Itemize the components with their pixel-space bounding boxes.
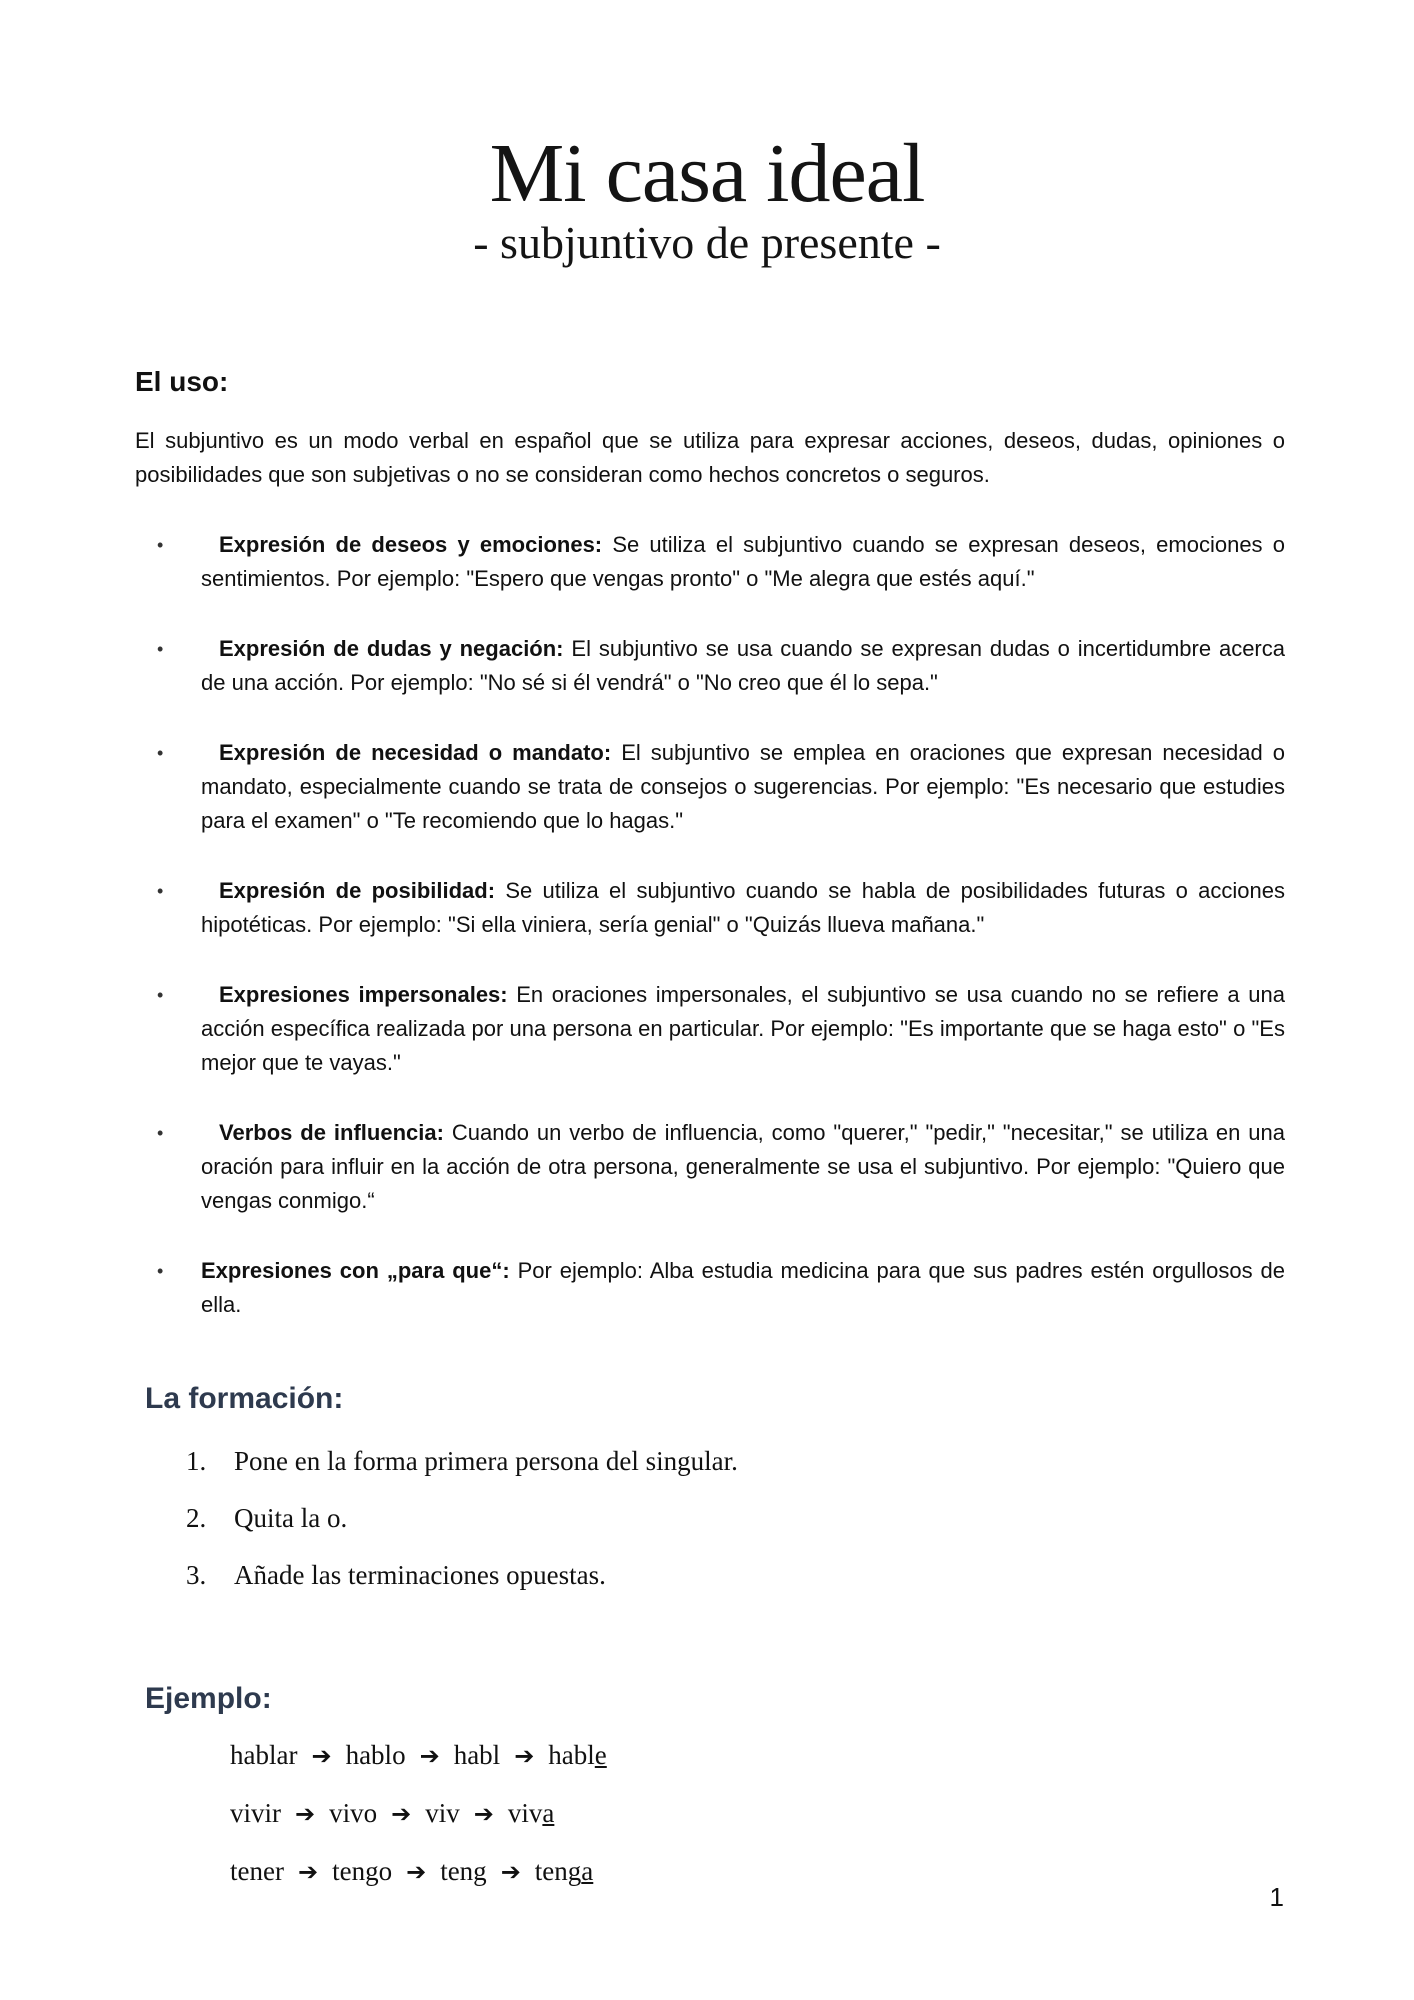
formacion-steps-list bbox=[186, 1444, 738, 1615]
bullet-dot-icon: • bbox=[157, 743, 164, 763]
bullet-term: Expresión de necesidad o mandato: bbox=[219, 740, 612, 765]
arrow-right-icon: ➔ bbox=[295, 1800, 316, 1828]
yo-form: hablo bbox=[345, 1740, 406, 1770]
bullet-item bbox=[135, 874, 1285, 942]
page-title: Mi casa ideal bbox=[489, 127, 925, 220]
stem: habl bbox=[453, 1740, 501, 1770]
bullet-term: Verbos de influencia: bbox=[219, 1120, 444, 1145]
bullet-dot-icon: • bbox=[157, 639, 164, 659]
arrow-right-icon: ➔ bbox=[419, 1742, 440, 1770]
step-text: Añade las terminaciones opuestas. bbox=[234, 1560, 606, 1590]
bullet-text: Por ejemplo: Alba estudia medicina para que sus padres estén orgullosos de ella. bbox=[201, 1258, 1285, 1317]
yo-form: vivo bbox=[329, 1798, 378, 1828]
subjunctive-stem: teng bbox=[534, 1856, 582, 1886]
title-block bbox=[0, 127, 1414, 268]
subjunctive-ending: a bbox=[542, 1798, 555, 1828]
bullet-item bbox=[135, 1116, 1285, 1218]
bullet-item bbox=[135, 736, 1285, 838]
bullet-term: Expresiones con „para que“: bbox=[201, 1258, 510, 1283]
subjunctive-ending: e bbox=[594, 1740, 607, 1770]
infinitive: hablar bbox=[230, 1740, 298, 1770]
example-row bbox=[230, 1738, 607, 1796]
step-item bbox=[186, 1558, 738, 1615]
bullet-text: Cuando un verbo de influencia, como "querer," "pedir," "necesitar," se utiliza en una oración para influir en la acción de otra persona, generalmente se usa el subjuntivo. Por ejemplo: "Quiero que vengas conmigo.“ bbox=[201, 1120, 1286, 1213]
bullet-item bbox=[135, 528, 1285, 596]
bullet-item bbox=[135, 978, 1285, 1080]
example-conjugations bbox=[230, 1738, 607, 1912]
bullet-dot-icon: • bbox=[157, 1261, 164, 1281]
bullet-dot-icon: • bbox=[157, 985, 164, 1005]
bullet-term: Expresión de deseos y emociones: bbox=[219, 532, 603, 557]
infinitive: tener bbox=[230, 1856, 284, 1886]
bullet-dot-icon: • bbox=[157, 881, 164, 901]
example-row bbox=[230, 1796, 607, 1854]
bullet-text: El subjuntivo se usa cuando se expresan dudas o incertidumbre acerca de una acción. Por ejemplo: "No sé si él vendrá" o "No creo que él lo sepa." bbox=[201, 636, 1285, 695]
section-heading-formacion: La formación: bbox=[145, 1382, 344, 1415]
section-heading-ejemplo: Ejemplo: bbox=[145, 1682, 272, 1715]
bullet-dot-icon: • bbox=[157, 535, 164, 555]
step-item bbox=[186, 1444, 738, 1501]
page-number: 1 bbox=[1269, 1882, 1284, 1912]
bullet-term: Expresiones impersonales: bbox=[219, 982, 508, 1007]
uso-bullet-list bbox=[135, 528, 1285, 1322]
stem: teng bbox=[440, 1856, 487, 1886]
page-subtitle: - subjuntivo de presente - bbox=[473, 217, 941, 268]
bullet-item bbox=[135, 1254, 1285, 1322]
bullet-text: Se utiliza el subjuntivo cuando se habla de posibilidades futuras o acciones hipotéticas. Por ejemplo: "Si ella viniera, sería genial" o "Quizás llueva mañana." bbox=[201, 878, 1285, 937]
example-row bbox=[230, 1854, 607, 1912]
bullet-text: El subjuntivo se emplea en oraciones que expresan necesidad o mandato, especialmente cuando se trata de consejos o sugerencias. Por ejemplo: "Es necesario que estudies para el examen" o "Te recomiendo que lo hagas." bbox=[201, 740, 1285, 833]
arrow-right-icon: ➔ bbox=[500, 1858, 521, 1886]
infinitive: vivir bbox=[230, 1798, 281, 1828]
arrow-right-icon: ➔ bbox=[406, 1858, 427, 1886]
bullet-text: Se utiliza el subjuntivo cuando se expresan deseos, emociones o sentimientos. Por ejemplo: "Espero que vengas pronto" o "Me alegra que estés aquí." bbox=[201, 532, 1285, 591]
arrow-right-icon: ➔ bbox=[514, 1742, 535, 1770]
section-heading-uso: El uso: bbox=[135, 366, 229, 397]
stem: viv bbox=[425, 1798, 460, 1828]
step-number: 1. bbox=[186, 1446, 207, 1476]
subjunctive-stem: habl bbox=[548, 1740, 595, 1770]
step-item bbox=[186, 1501, 738, 1558]
arrow-right-icon: ➔ bbox=[391, 1800, 412, 1828]
bullet-item bbox=[135, 632, 1285, 700]
subjunctive-ending: a bbox=[581, 1856, 594, 1886]
arrow-right-icon: ➔ bbox=[297, 1858, 319, 1886]
step-number: 2. bbox=[186, 1503, 207, 1533]
step-number: 3. bbox=[186, 1560, 207, 1590]
arrow-right-icon: ➔ bbox=[311, 1742, 332, 1770]
arrow-right-icon: ➔ bbox=[473, 1800, 494, 1828]
bullet-term: Expresión de dudas y negación: bbox=[219, 636, 564, 661]
intro-paragraph: El subjuntivo es un modo verbal en español que se utiliza para expresar acciones, deseos, dudas, opiniones o posibilidades que son subjetivas o no se consideran como hechos concretos o seguros. bbox=[135, 428, 1285, 487]
bullet-text: En oraciones impersonales, el subjuntivo se usa cuando no se refiere a una acción específica realizada por una persona en particular. Por ejemplo: "Es importante que se haga esto" o "Es mejor que te vayas." bbox=[201, 982, 1285, 1075]
bullet-dot-icon: • bbox=[157, 1123, 164, 1143]
step-text: Quita la o. bbox=[234, 1503, 348, 1533]
bullet-term: Expresión de posibilidad: bbox=[219, 878, 496, 903]
step-text: Pone en la forma primera persona del singular. bbox=[234, 1446, 738, 1476]
subjunctive-stem: viv bbox=[507, 1798, 543, 1828]
yo-form: tengo bbox=[332, 1856, 393, 1886]
